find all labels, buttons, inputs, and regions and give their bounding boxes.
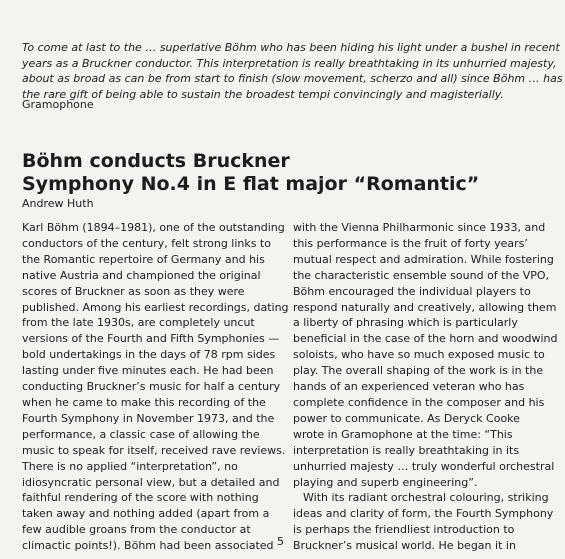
body-line: respond naturally and creatively, allowing them xyxy=(293,300,557,314)
body-line: Karl Böhm (1894–1981), one of the outstanding xyxy=(22,221,285,234)
body-line: wrote in Gramophone at the time: “This xyxy=(293,427,513,441)
body-line: beneficial in the case of the horn and woodwind xyxy=(293,332,558,346)
body-line: idiosyncratic personal view, but a detailed and xyxy=(22,475,280,489)
body-line: when he came to make this recording of the xyxy=(22,395,266,409)
body-line: scores of Bruckner as soon as they were xyxy=(22,284,245,298)
quote-source: Gramophone xyxy=(22,98,94,111)
left-column xyxy=(22,220,289,554)
body-line: from the late 1930s, are completely uncut xyxy=(22,316,255,330)
body-line: with the Vienna Philharmonic since 1933, and xyxy=(293,221,546,234)
body-line: music to speak for itself, received rave reviews. xyxy=(22,443,286,457)
body-line: the Romantic repertoire of Germany and his xyxy=(22,252,265,266)
body-line: lasting under five minutes each. He had been xyxy=(22,364,274,378)
body-line: performance, a classic case of allowing the xyxy=(22,427,260,441)
body-line: the characteristic ensemble sound of the VPO, xyxy=(293,268,550,282)
body-line: complete confidence in the composer and his xyxy=(293,395,545,409)
article-title xyxy=(22,150,479,196)
body-line: mutual respect and admiration. While fostering xyxy=(293,252,554,266)
quote-line: about as broad as can be from start to finish (slow movement, scherzo and all) since Böhm … has xyxy=(22,72,563,86)
quote-line: years as a Bruckner conductor. This interpretation is really breathtaking in its unhurried majesty, xyxy=(22,56,557,70)
page-number: 5 xyxy=(277,535,284,548)
body-line: conductors of the century, felt strong links to xyxy=(22,236,272,250)
body-line: native Austria and championed the original xyxy=(22,268,261,282)
body-line: Bruckner’s musical world. He began it in xyxy=(293,539,516,553)
quote-line: To come at last to the … superlative Böhm who has been hiding his light under a bushel in recent xyxy=(22,41,560,54)
body-line: published. Among his earliest recordings, dating xyxy=(22,300,289,314)
body-line: unhurried majesty … truly wonderful orchestral xyxy=(293,459,555,473)
body-line: a liberty of phrasing which is particularly xyxy=(293,316,518,330)
body-line: is perhaps the friendliest introduction to xyxy=(293,523,515,537)
author-name: Andrew Huth xyxy=(22,197,94,210)
body-line: soloists, who have so much exposed music to xyxy=(293,348,545,362)
body-line: power to communicate. As Deryck Cooke xyxy=(293,411,520,425)
body-line: bold undertakings in the days of 78 rpm sides xyxy=(22,348,276,362)
body-line: With its radiant orchestral colouring, striking xyxy=(303,491,549,505)
body-line: few audible groans from the conductor at xyxy=(22,523,251,537)
title-line-2: Symphony No.4 in E flat major “Romantic” xyxy=(22,173,480,195)
body-line: play. The overall shaping of the work is in the xyxy=(293,364,544,378)
body-line: climactic points!). Böhm had been associated xyxy=(22,539,274,553)
body-line: hands of an experienced veteran who has xyxy=(293,380,525,394)
body-line: interpretation is really breathtaking in its xyxy=(293,443,520,457)
body-line: this performance is the fruit of forty years’ xyxy=(293,236,528,250)
body-line: taken away and nothing added (apart from a xyxy=(22,507,270,521)
review-quote xyxy=(22,40,563,102)
body-line: Fourth Symphony in November 1973, and the xyxy=(22,411,275,425)
title-line-1: Böhm conducts Bruckner xyxy=(22,150,290,172)
body-line: ideas and clarity of form, the Fourth Symphony xyxy=(293,507,554,521)
body-line: Böhm encouraged the individual players to xyxy=(293,284,531,298)
body-line: conducting Bruckner’s music for half a century xyxy=(22,380,281,394)
body-line: faithful rendering of the score with nothing xyxy=(22,491,259,505)
body-line: There is no applied “interpretation”, no xyxy=(22,459,238,473)
body-line: playing and superb engineering”. xyxy=(293,475,478,489)
body-line: versions of the Fourth and Fifth Symphonies — xyxy=(22,332,280,346)
quote-line: the rare gift of being able to sustain the broadest tempi convincingly and magisterially. xyxy=(22,87,504,101)
right-column xyxy=(293,220,558,554)
